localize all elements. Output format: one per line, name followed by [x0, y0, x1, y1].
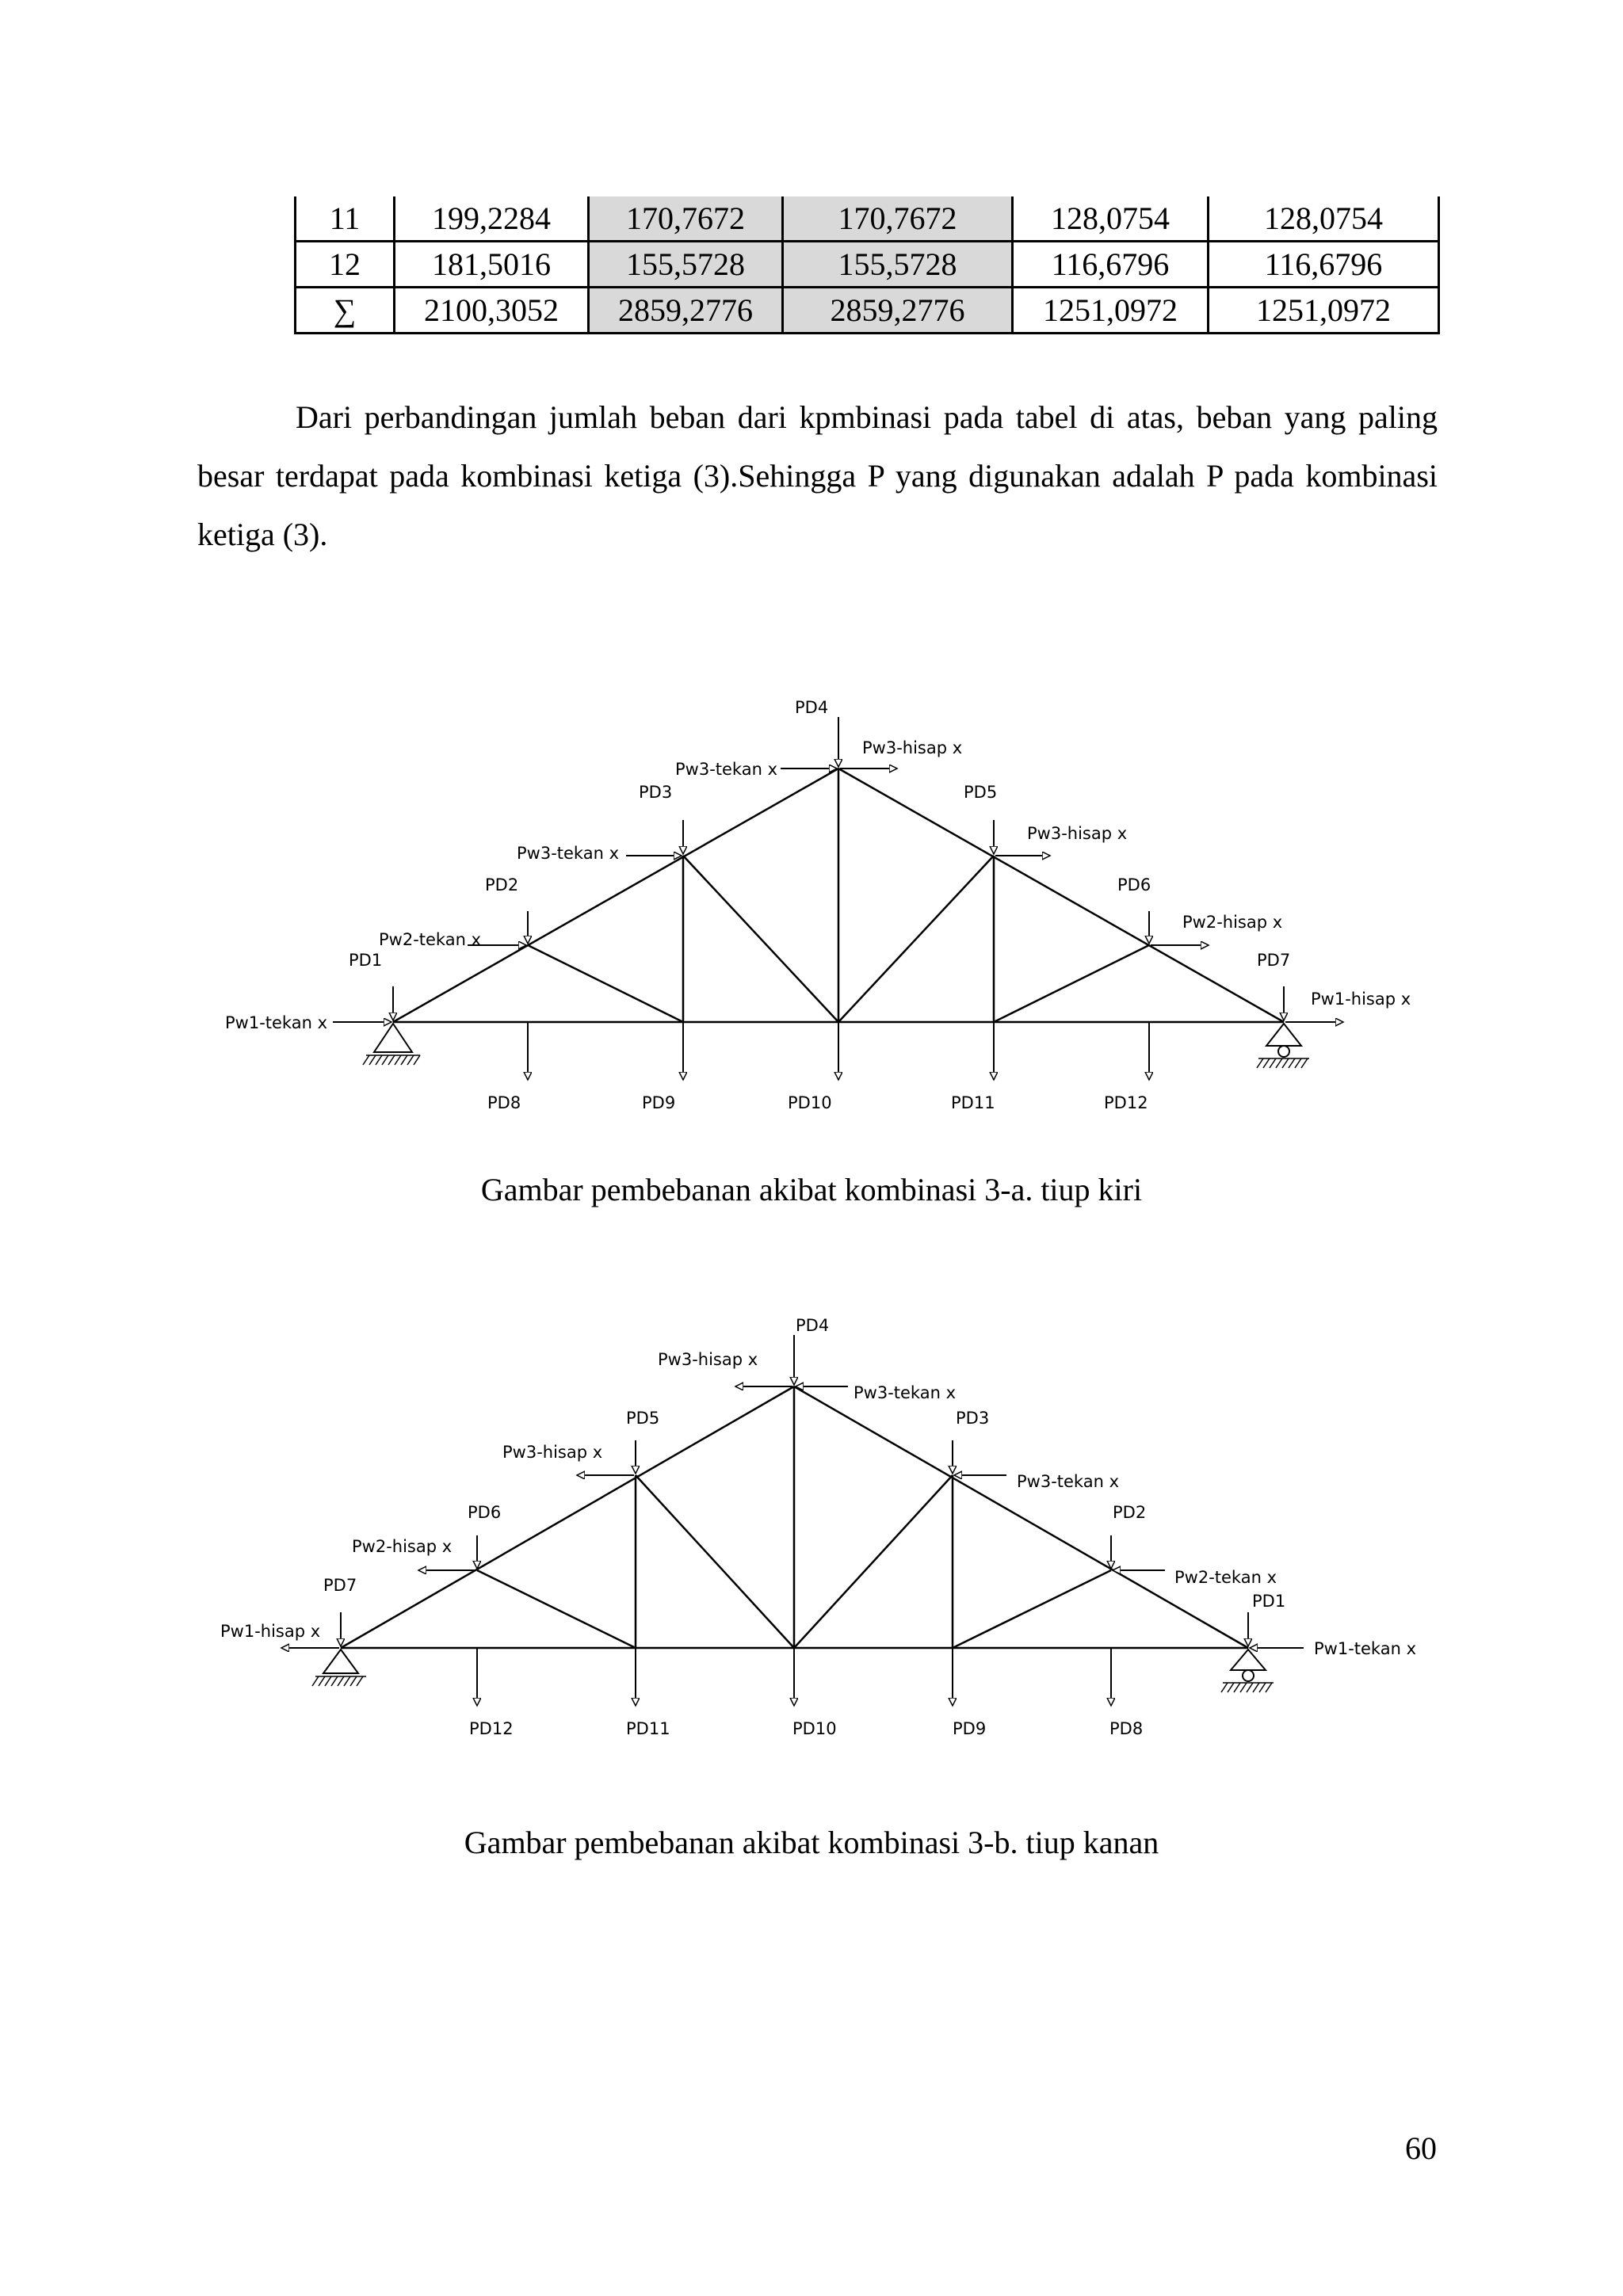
label-pw2-right: Pw2-hisap x — [1182, 913, 1283, 932]
label-pd7: PD7 — [1257, 951, 1291, 970]
label-pd2: PD2 — [1113, 1503, 1147, 1522]
table-row — [296, 196, 1439, 242]
label-pd8: PD8 — [1109, 1719, 1144, 1738]
label-pd5: PD5 — [626, 1409, 660, 1428]
table-cell: 155,5728 — [589, 242, 783, 288]
table-cell: 128,0754 — [1209, 196, 1439, 242]
roller-support-right — [1221, 1650, 1274, 1692]
label-pw3-left-mid: Pw3-hisap x — [502, 1443, 603, 1462]
label-pw2-left: Pw2-tekan x — [379, 930, 482, 949]
label-pd3: PD3 — [639, 783, 673, 802]
table-cell: 11 — [296, 196, 395, 242]
label-pw3-left-top: Pw3-tekan x — [675, 760, 778, 779]
load-combination-table — [294, 196, 1440, 334]
pin-support-left — [312, 1650, 366, 1686]
label-pd12: PD12 — [1104, 1093, 1148, 1112]
label-pw1-right: Pw1-tekan x — [1314, 1639, 1417, 1658]
table-cell: 128,0754 — [1013, 196, 1209, 242]
table-cell: 1251,0972 — [1209, 288, 1439, 334]
table-cell: 199,2284 — [395, 196, 589, 242]
figure-caption-b: Gambar pembebanan akibat kombinasi 3-b. tiup kanan — [464, 1825, 1159, 1860]
table-cell: 116,6796 — [1209, 242, 1439, 288]
label-pw3-left-top: Pw3-hisap x — [658, 1350, 758, 1369]
truss-diagram-b — [0, 1307, 1623, 1751]
roller-support-right — [1257, 1024, 1309, 1068]
table-cell: 2100,3052 — [395, 288, 589, 334]
label-pd9: PD9 — [642, 1093, 676, 1112]
label-pd10: PD10 — [792, 1719, 837, 1738]
label-pd9: PD9 — [953, 1719, 987, 1738]
label-pw2-left: Pw2-hisap x — [352, 1537, 453, 1556]
label-pd1: PD1 — [349, 951, 383, 970]
table-cell: 181,5016 — [395, 242, 589, 288]
label-pd4: PD4 — [796, 1316, 830, 1335]
table-cell: 2859,2776 — [589, 288, 783, 334]
label-pd5: PD5 — [964, 783, 998, 802]
page-number: 60 — [1405, 2130, 1437, 2166]
table-cell: 2859,2776 — [783, 288, 1013, 334]
table-cell: 170,7672 — [589, 196, 783, 242]
label-pd8: PD8 — [487, 1093, 521, 1112]
paragraph-text: Dari perbandingan jumlah beban dari kpmbinasi pada tabel di atas, beban yang paling besar terdapat pada kombinasi ketiga (3).Sehingga P yang digunakan adalah P pada kombinasi ketiga (3). — [197, 399, 1438, 552]
label-pw3-left-mid: Pw3-tekan x — [517, 844, 620, 863]
table-cell: 170,7672 — [783, 196, 1013, 242]
body-paragraph — [197, 388, 1438, 564]
label-pw2-right: Pw2-tekan x — [1174, 1568, 1277, 1587]
label-pd7: PD7 — [323, 1576, 357, 1595]
label-pd6: PD6 — [468, 1503, 502, 1522]
label-pd12: PD12 — [469, 1719, 514, 1738]
label-pd4: PD4 — [795, 698, 829, 717]
table-row-total — [296, 288, 1439, 334]
figure-caption-a: Gambar pembebanan akibat kombinasi 3-a. tiup kiri — [480, 1172, 1143, 1207]
label-pw3-right-mid: Pw3-hisap x — [1027, 824, 1128, 843]
label-pw3-right-top: Pw3-hisap x — [862, 738, 963, 757]
label-pd11: PD11 — [626, 1719, 670, 1738]
label-pd10: PD10 — [788, 1093, 832, 1112]
label-pw3-right-mid: Pw3-tekan x — [1017, 1472, 1120, 1491]
label-pw1-right: Pw1-hisap x — [1311, 990, 1411, 1009]
table-cell: 116,6796 — [1013, 242, 1209, 288]
table-row — [296, 242, 1439, 288]
truss-diagram-a — [0, 681, 1623, 1125]
table-cell: 12 — [296, 242, 395, 288]
label-pd6: PD6 — [1117, 875, 1151, 894]
label-pw1-left: Pw1-hisap x — [220, 1622, 321, 1641]
table-cell-sum-symbol: ∑ — [296, 288, 395, 334]
table-cell: 1251,0972 — [1013, 288, 1209, 334]
table-cell: 155,5728 — [783, 242, 1013, 288]
label-pw3-right-top: Pw3-tekan x — [854, 1383, 957, 1402]
label-pw1-left: Pw1-tekan x — [225, 1013, 328, 1032]
pin-support-left — [363, 1024, 420, 1065]
label-pd1: PD1 — [1252, 1592, 1286, 1611]
label-pd2: PD2 — [485, 875, 519, 894]
label-pd11: PD11 — [951, 1093, 995, 1112]
label-pd3: PD3 — [956, 1409, 990, 1428]
